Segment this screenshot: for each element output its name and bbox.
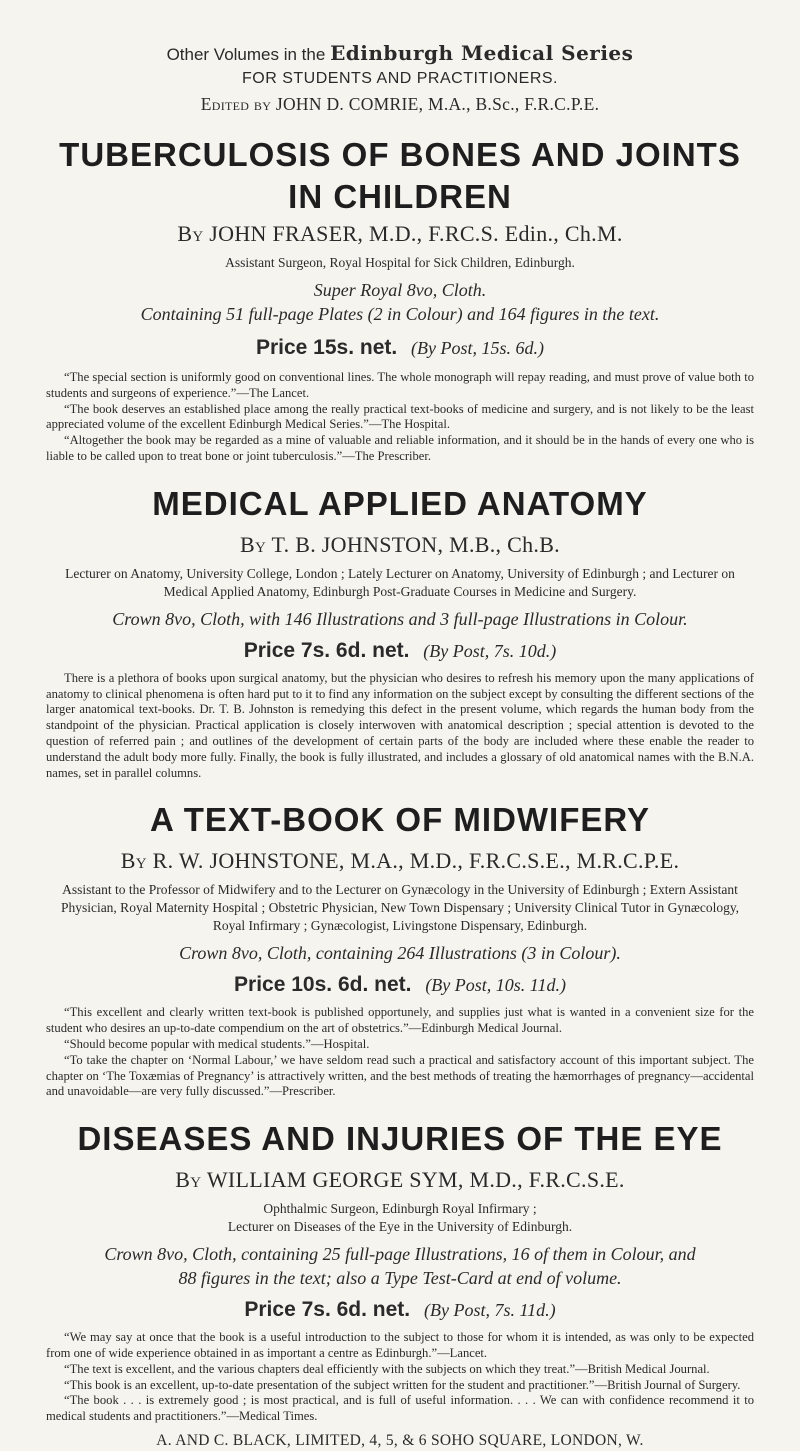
author-position: Lecturer on Anatomy, University College, London ; Lately Lecturer on Anatomy, University of Edinburgh ; and Lecturer on Medical Applied Anatomy, Edinburgh Post-Graduate Courses in Medicine and Surgery. [65, 565, 735, 599]
author-name: R. W. JOHNSTONE, M.A., M.D., F.R.C.S.E., M.R.C.P.E. [152, 848, 680, 874]
author-position: Ophthalmic Surgeon, Edinburgh Royal Infirmary ; [263, 1201, 537, 1217]
author-position-line2: Lecturer on Diseases of the Eye in the University of Edinburgh. [227, 1219, 573, 1235]
book-title: TUBERCULOSIS OF BONES AND JOINTS [59, 136, 741, 173]
book-price [46, 637, 754, 665]
review-text: “The text is excellent, and the various chapters deal efficiently with the subjects on which they treat.”—British Medical Journal. [64, 1361, 710, 1376]
review-text: “We may say at once that the book is a useful introduction to the subject to those for whom it is intended, as was only to be expected from one of wide experience obtained in as important a centre as Edinburgh.”—Lancet. [46, 1330, 754, 1360]
author-name: JOHN FRASER, M.D., F.RC.S. Edin., Ch.M. [209, 221, 623, 246]
reviews [46, 370, 754, 465]
book-diseases-of-the-eye [46, 1120, 754, 1425]
review-text: “This excellent and clearly written text-book is published opportunely, and supplies just what is wanted in a convenient size for the student who desires an up-to-date compendium on the art of obstetrics.”—Edinburgh Medical Journal. [46, 1005, 754, 1036]
book-price [46, 1296, 754, 1324]
series-line [46, 42, 754, 66]
series-name: Edinburgh Medical Series [330, 41, 634, 65]
series-prefix: Other Volumes in the [166, 45, 326, 64]
book-format: Crown 8vo, Cloth, containing 25 full-page Illustrations, 16 of them in Colour, and [104, 1244, 696, 1265]
review-text: “The book . . . is extremely good ; is most practical, and is full of useful information. . . . We can with confidence recommend it to medical students and practitioners.”—Medical Times. [46, 1393, 754, 1424]
review-text: “The book deserves an established place among the really practical text-books of medicine and surgery, and is not likely to be the least appreciated volume of the excellent Edinburgh Medical Series.”—The Hospital. [46, 401, 754, 432]
book-author [46, 1166, 754, 1194]
book-format: Super Royal 8vo, Cloth. [313, 280, 487, 300]
reviews [46, 1005, 754, 1100]
review-text: “Should become popular with medical students.”—Hospital. [64, 1036, 370, 1051]
author-name: WILLIAM GEORGE SYM, M.D., F.R.C.S.E. [206, 1167, 625, 1193]
book-price [46, 334, 754, 362]
price-value: Price 10s. 6d. net. [234, 973, 412, 997]
review-text: “Altogether the book may be regarded as a mine of valuable and reliable information, and it should be in the hands of every one who is liable to be called upon to treat bone or joint tuberculosis.”—The Prescriber. [46, 433, 754, 463]
reviews [46, 1330, 754, 1425]
book-author [46, 847, 754, 875]
book-author [46, 531, 754, 559]
author-name: T. B. JOHNSTON, M.B., Ch.B. [271, 531, 560, 557]
editor-line [46, 92, 754, 116]
book-author [46, 220, 754, 248]
book-title: DISEASES AND INJURIES OF THE EYE [77, 1120, 723, 1158]
review-text: “The special section is uniformly good on conventional lines. The whole monograph will repay reading, and must prove of value both to students and surgeons of experience.”—The Lancet. [46, 370, 754, 400]
author-by: By [240, 531, 267, 557]
review-text: “To take the chapter on ‘Normal Labour,’ we have seldom read such a practical and satisfactory account of this important subject. The chapter on ‘The Toxæmias of Pregnancy’ is attractively written, and the best methods of treating the hæmorrhages of pregnancy—accidental and unavoidable—are very fully discussed.”—Prescriber. [46, 1052, 754, 1099]
price-by-post: (By Post, 7s. 10d.) [423, 640, 557, 661]
book-medical-applied-anatomy [46, 485, 754, 782]
editor-name: JOHN D. COMRIE, M.A., B.Sc., F.R.C.P.E. [275, 94, 600, 114]
author-by: By [120, 848, 147, 874]
price-value: Price 7s. 6d. net. [243, 638, 410, 662]
book-format-line2: 88 figures in the text; also a Type Test-Card at end of volume. [178, 1268, 622, 1289]
price-by-post: (By Post, 7s. 11d.) [423, 1300, 556, 1321]
book-title: MEDICAL APPLIED ANATOMY [152, 484, 648, 522]
audience-line: FOR STUDENTS AND PRACTITIONERS. [242, 70, 558, 87]
book-format: Crown 8vo, Cloth, with 146 Illustrations and 3 full-page Illustrations in Colour. [112, 608, 688, 629]
book-tuberculosis [46, 136, 754, 465]
book-title-line2: IN CHILDREN [288, 178, 512, 215]
book-format-line2: Containing 51 full-page Plates (2 in Colour) and 164 figures in the text. [140, 304, 660, 324]
book-title: A TEXT-BOOK OF MIDWIFERY [149, 801, 651, 839]
price-value: Price 15s. net. [255, 336, 398, 359]
author-by: By [175, 1167, 202, 1193]
book-price [46, 971, 754, 999]
author-position: Assistant to the Professor of Midwifery and to the Lecturer on Gynæcology in the University of Edinburgh ; Extern Assistant Physician, Royal Maternity Hospital ; Obstetric Physician, New Town Dispensary ; University Clinical Tutor in Gynæcology, Royal Infirmary ; Gynæcologist, Livingstone Dispensary, Edinburgh. [60, 882, 740, 934]
publisher-footer: A. AND C. BLACK, LIMITED, 4, 5, & 6 SOHO SQUARE, LONDON, W. [156, 1431, 644, 1449]
book-midwifery [46, 801, 754, 1100]
review-text: “This book is an excellent, up-to-date presentation of the subject written for the student and practitioner.”—British Journal of Surgery. [64, 1377, 741, 1392]
price-value: Price 7s. 6d. net. [244, 1298, 411, 1322]
price-by-post: (By Post, 10s. 11d.) [425, 975, 566, 996]
author-position: Assistant Surgeon, Royal Hospital for Sick Children, Edinburgh. [225, 255, 575, 270]
price-by-post: (By Post, 15s. 6d.) [411, 338, 545, 358]
book-description: There is a plethora of books upon surgical anatomy, but the physician who desires to refresh his memory upon the many applications of anatomy to clinical phenomena is often hard put to it to find any information on the subject except by consulting the different sections of the larger anatomical text-books. Dr. T. B. Johnston is remedying this defect in the present volume, which regards the human body from the standpoint of the physician. Practical application is closely interwoven with anatomical description ; special attention is devoted to the question of referred pain ; and outlines of the development of certain parts of the body are included where these enable the reader to understand the adult body more fully. Finally, the book is fully illustrated, and includes a glossary of old anatomical names with the B.N.A. names, set in parallel columns. [46, 670, 754, 780]
book-format: Crown 8vo, Cloth, containing 264 Illustrations (3 in Colour). [179, 943, 621, 964]
author-by: By [177, 221, 204, 246]
edited-by-label: Edited by [200, 94, 272, 114]
